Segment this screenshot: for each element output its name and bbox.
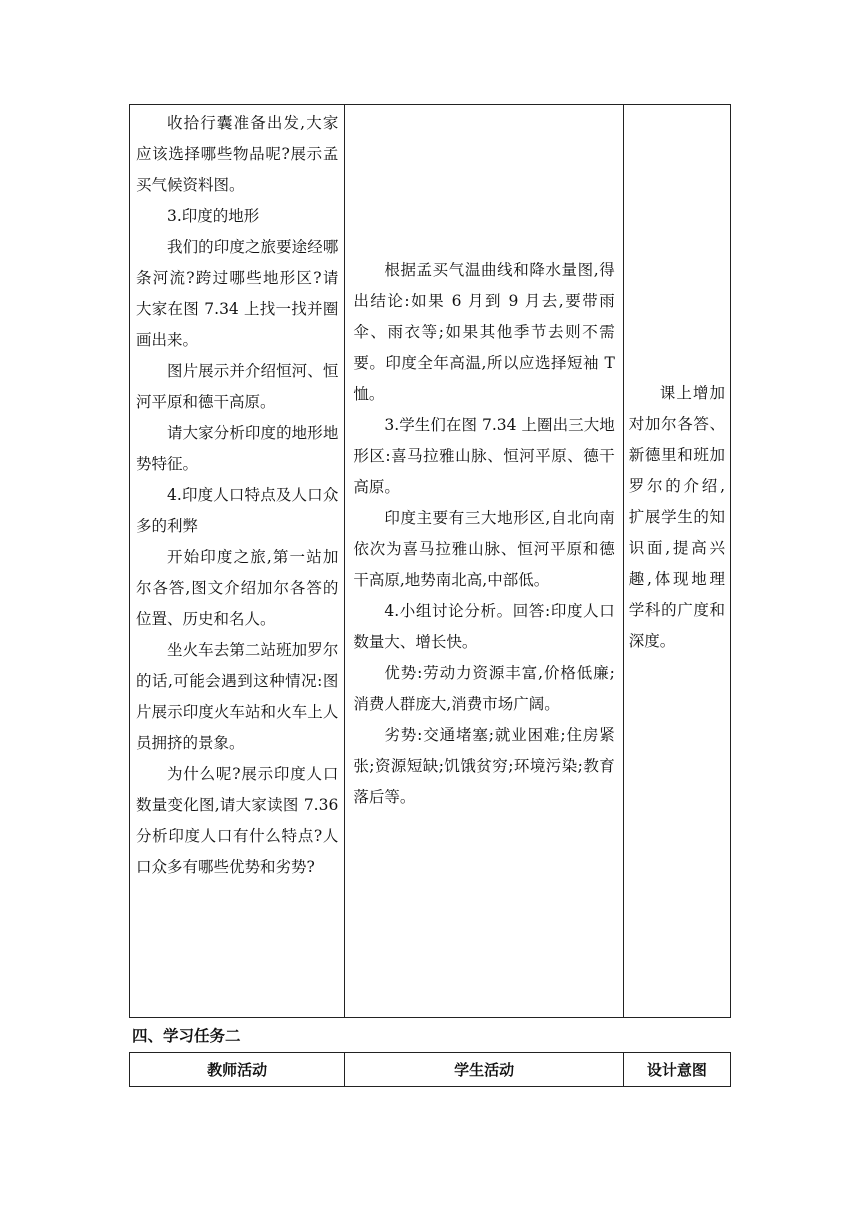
student-paragraph: 优势:劳动力资源丰富,价格低廉;消费人群庞大,消费市场广阔。: [353, 664, 615, 713]
teacher-paragraph: 请大家分析印度的地形地势特征。: [136, 424, 339, 473]
teacher-activity-cell: [130, 105, 345, 1018]
design-intent-cell: [623, 105, 730, 1018]
teacher-subheading: 4.印度人口特点及人口众多的利弊: [136, 486, 339, 535]
teacher-paragraph: 图片展示并介绍恒河、恒河平原和德干高原。: [136, 362, 339, 411]
teacher-paragraph: 收拾行囊准备出发,大家应该选择哪些物品呢?展示孟买气候资料图。: [136, 114, 339, 194]
section-heading: 四、学习任务二: [132, 1027, 241, 1045]
teacher-paragraph: 为什么呢?展示印度人口数量变化图,请大家读图 7.36 分析印度人口有什么特点?人口众多有哪些优势和劣势?: [136, 765, 339, 876]
student-paragraph: 3.学生们在图 7.34 上圈出三大地形区:喜马拉雅山脉、恒河平原、德干高原。: [353, 416, 615, 496]
student-paragraph: 根据孟买气温曲线和降水量图,得出结论:如果 6 月到 9 月去,要带雨伞、雨衣等;如果其他季节去则不需要。印度全年高温,所以应选择短袖 T 恤。: [353, 261, 615, 403]
design-intent-text: 课上增加对加尔各答、新德里和班加罗尔的介绍,扩展学生的知识面,提高兴趣,体现地理学科的广度和深度。: [628, 384, 725, 650]
teacher-paragraph: 开始印度之旅,第一站加尔各答,图文介绍加尔各答的位置、历史和名人。: [136, 548, 339, 628]
student-paragraph: 4.小组讨论分析。回答:印度人口数量大、增长快。: [353, 602, 615, 651]
student-activity-cell: [345, 105, 623, 1018]
header-student-activity: 学生活动: [345, 1053, 623, 1087]
student-paragraph: 印度主要有三大地形区,自北向南依次为喜马拉雅山脉、恒河平原和德干高原,地势南北高,中部低。: [353, 509, 615, 589]
student-paragraph: 劣势:交通堵塞;就业困难;住房紧张;资源短缺;饥饿贫穷;环境污染;教育落后等。: [353, 726, 615, 806]
header-design-intent: 设计意图: [623, 1053, 730, 1087]
teacher-paragraph: 我们的印度之旅要途经哪条河流?跨过哪些地形区?请大家在图 7.34 上找一找并圈画出来。: [136, 238, 339, 349]
task-two-header-table: [129, 1052, 731, 1087]
lesson-activity-table: [129, 104, 731, 1018]
teacher-subheading: 3.印度的地形: [167, 207, 260, 225]
header-teacher-activity: 教师活动: [130, 1053, 345, 1087]
teacher-paragraph: 坐火车去第二站班加罗尔的话,可能会遇到这种情况:图片展示印度火车站和火车上人员拥挤的景象。: [136, 641, 339, 752]
